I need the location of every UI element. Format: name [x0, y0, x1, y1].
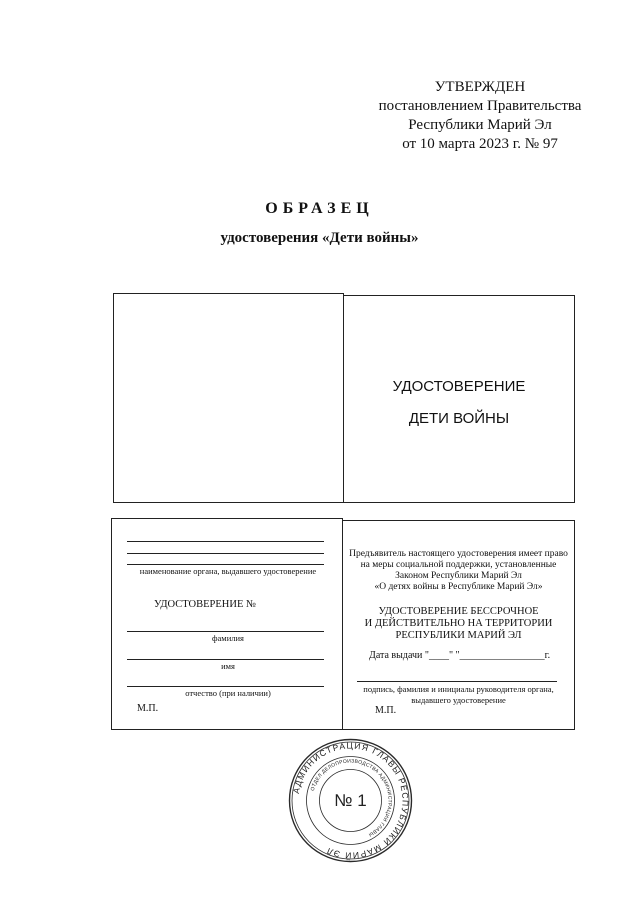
rights-line-3: Законом Республики Марий Эл [395, 571, 522, 581]
certificate-number-label: УДОСТОВЕРЕНИЕ № [154, 599, 257, 610]
surname-line [127, 631, 324, 632]
seal-place-right: М.П. [375, 705, 397, 716]
validity-line-1: УДОСТОВЕРЕНИЕ БЕССРОЧНОЕ [378, 606, 539, 617]
cover-line-1: УДОСТОВЕРЕНИЕ [392, 378, 526, 395]
document-subtitle: удостоверения «Дети войны» [220, 230, 419, 246]
seal-place-left: М.П. [137, 703, 159, 714]
approval-block [360, 78, 600, 154]
signature-caption-line-2: выдавшего удостоверение [411, 695, 506, 705]
stamp-inner-text: ОТДЕЛ ДЕЛОПРОИЗВОДСТВА АДМИНИСТРАЦИИ ГЛАВЫ [309, 758, 393, 838]
signature-caption-line-1: подпись, фамилия и инициалы руководителя органа, [363, 684, 554, 694]
validity-paragraph [343, 606, 574, 642]
surname-caption: фамилия [212, 633, 244, 643]
org-line-2 [127, 553, 324, 554]
approval-line-4: от 10 марта 2023 г. № 97 [402, 136, 558, 152]
signature-caption [343, 684, 574, 706]
cover-front-panel [343, 295, 575, 503]
rights-line-1: Предъявитель настоящего удостоверения имеет право [349, 549, 568, 559]
inner-right-panel [342, 520, 575, 730]
patronymic-caption: отчество (при наличии) [185, 688, 271, 698]
org-line-1 [127, 541, 324, 542]
patronymic-line [127, 686, 324, 687]
validity-line-3: РЕСПУБЛИКИ МАРИЙ ЭЛ [395, 630, 522, 641]
approval-line-3: Республики Марий Эл [408, 117, 552, 133]
approval-line-2: постановлением Правительства [378, 98, 582, 114]
issue-date: Дата выдачи "____" "_________________г. [369, 650, 551, 661]
stamp-number: № 1 [334, 791, 367, 810]
cover-line-2: ДЕТИ ВОЙНЫ [408, 410, 510, 427]
org-caption: наименование органа, выдавшего удостоверение [139, 566, 317, 576]
official-stamp [288, 738, 413, 863]
rights-paragraph [343, 549, 574, 593]
org-line-3 [127, 564, 324, 565]
approval-line-1: УТВЕРЖДЕН [434, 79, 526, 95]
stamp-outer-text: АДМИНИСТРАЦИЯ ГЛАВЫ РЕСПУБЛИКИ МАРИЙ ЭЛ [290, 740, 411, 861]
rights-line-4: «О детях войны в Республике Марий Эл» [374, 582, 543, 592]
document-title: ОБРАЗЕЦ [265, 200, 374, 217]
signature-line [357, 681, 557, 682]
rights-line-2: на меры социальной поддержки, установленные [360, 560, 557, 570]
inner-left-panel [111, 518, 343, 730]
cover-back-panel [113, 293, 344, 503]
name-caption: имя [221, 661, 235, 671]
name-line [127, 659, 324, 660]
validity-line-2: И ДЕЙСТВИТЕЛЬНО НА ТЕРРИТОРИИ [364, 618, 553, 629]
